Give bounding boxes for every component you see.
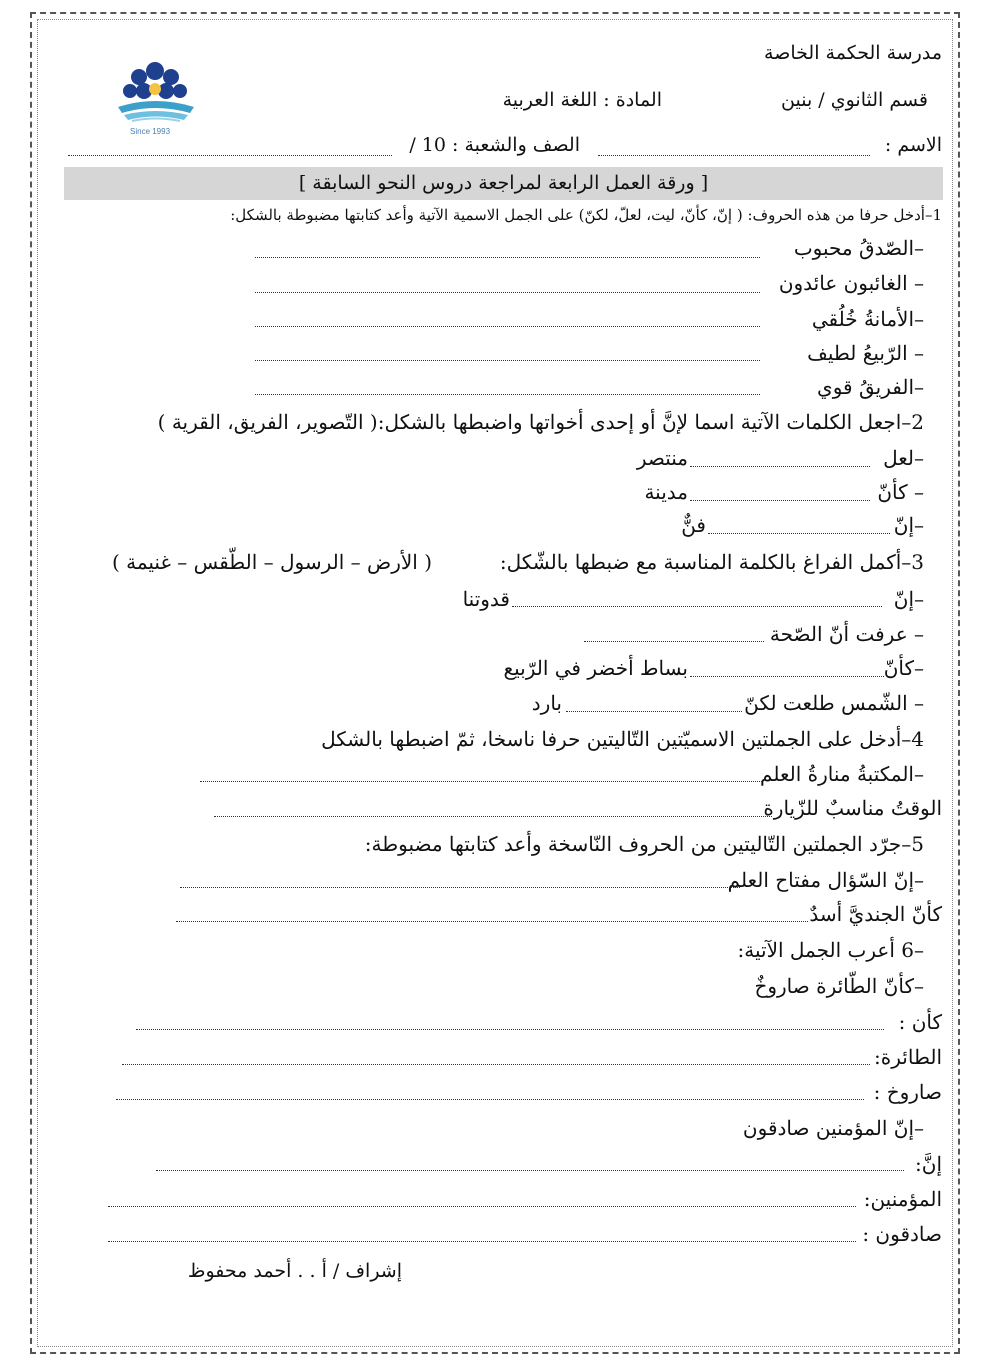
q6-s2-answer-line-2[interactable] — [108, 1206, 856, 1207]
q3-item-1-tail: قدوتنا — [462, 587, 510, 611]
q2-item-3-lead: –إنّ — [893, 513, 924, 537]
q5-prompt: 5–جرّد الجملتين التّاليتين من الحروف النّاسخة وأعد كتابتها مضبوطة: — [364, 832, 924, 856]
q2-item-1-tail: منتصر — [636, 446, 688, 470]
q3-prompt: 3–أكمل الفراغ بالكلمة المناسبة مع ضبطها بالشّكل: — [499, 550, 924, 574]
q5-answer-line-2[interactable] — [176, 921, 808, 922]
q6-s1-answer-line-1[interactable] — [136, 1029, 884, 1030]
q4-item-2: الوقتُ مناسبٌ للزّيارة — [763, 796, 942, 820]
q3-item-3-lead: –كأنّ — [883, 656, 924, 680]
q4-answer-line-1[interactable] — [200, 781, 762, 782]
section-label: قسم الثانوي / بنين — [781, 89, 928, 111]
q1-answer-line-2[interactable] — [255, 292, 760, 293]
q2-item-3-tail: فنٌّ — [681, 513, 706, 537]
name-answer-line[interactable] — [598, 155, 870, 156]
school-name: مدرسة الحكمة الخاصة — [764, 42, 942, 64]
school-logo-icon — [104, 55, 206, 137]
q6-s1-word-2: الطائرة: — [874, 1045, 942, 1069]
q1-answer-line-4[interactable] — [255, 360, 760, 361]
q1-item-3: –الأمانةُ خُلُقي — [811, 307, 924, 331]
class-answer-line[interactable] — [68, 155, 392, 156]
q6-s2-word-3: صادقون : — [862, 1222, 942, 1246]
q2-item-2-tail: مدينة — [644, 480, 688, 504]
q6-prompt: –6 أعرب الجمل الآتية: — [737, 938, 924, 962]
q6-sentence-1: –كأنّ الطّائرة صاروخٌ — [754, 974, 924, 998]
q3-choices: ( الأرض – الرسول – الطّقس – غنيمة ) — [111, 550, 432, 574]
q3-answer-line-1[interactable] — [512, 606, 882, 607]
q6-s2-word-1: إنَّ: — [915, 1152, 942, 1176]
q2-answer-line-2[interactable] — [690, 500, 870, 501]
q4-item-1: –المكتبةُ منارةُ العلم — [760, 762, 924, 786]
q1-answer-line-3[interactable] — [255, 326, 760, 327]
q4-answer-line-2[interactable] — [214, 816, 772, 817]
q6-s1-word-3: صاروخ : — [873, 1080, 942, 1104]
q3-item-1-lead: –إنّ — [893, 587, 924, 611]
q3-answer-line-3[interactable] — [690, 676, 884, 677]
q1-answer-line-1[interactable] — [255, 257, 760, 258]
q2-prompt: 2–اجعل الكلمات الآتية اسما لإنَّ أو إحدى أخواتها واضبطها بالشكل:( التّصوير، الفريق، القرية ) — [157, 410, 924, 434]
q1-item-2: – الغائبون عائدون — [778, 271, 924, 295]
q2-answer-line-3[interactable] — [708, 533, 890, 534]
q3-item-4-lead: – الشّمس طلعت لكنّ — [744, 691, 924, 715]
q6-s2-answer-line-3[interactable] — [108, 1241, 856, 1242]
q2-item-2-lead: – كأنّ — [877, 480, 924, 504]
q6-s1-word-1: كأن : — [898, 1010, 942, 1034]
class-label: الصف والشعبة : 10 / — [409, 134, 580, 156]
q2-item-1-lead: –لعل — [883, 446, 924, 470]
q5-item-2: كأنّ الجنديَّ أسدٌ — [809, 902, 942, 926]
worksheet-title: [ ورقة العمل الرابعة لمراجعة دروس النحو السابقة ] — [64, 167, 943, 200]
q1-item-4: – الرّبيعُ لطيف — [807, 341, 924, 365]
q2-answer-line-1[interactable] — [690, 466, 870, 467]
supervisor-signature: إشراف / أ . . أحمد محفوظ — [187, 1260, 402, 1282]
logo-since-text: Since 1993 — [130, 127, 171, 136]
q3-item-4-tail: بارد — [531, 691, 562, 715]
q4-prompt: 4–أدخل على الجملتين الاسميّتين التّاليتين حرفا ناسخا، ثمّ اضبطها بالشكل — [321, 727, 924, 751]
q6-s2-answer-line-1[interactable] — [156, 1170, 904, 1171]
q3-item-3-tail: بساط أخضر في الرّبيع — [503, 656, 688, 680]
q6-sentence-2: –إنّ المؤمنين صادقون — [742, 1116, 924, 1140]
q1-answer-line-5[interactable] — [255, 394, 760, 395]
q1-item-1: –الصّدقُ محبوب — [793, 236, 924, 260]
q6-s1-answer-line-2[interactable] — [122, 1064, 870, 1065]
q5-answer-line-1[interactable] — [180, 887, 740, 888]
subject-label: المادة : اللغة العربية — [502, 89, 662, 111]
q1-item-5: –الفريقُ قوي — [817, 375, 924, 399]
q3-answer-line-4[interactable] — [566, 711, 742, 712]
q3-answer-line-2[interactable] — [584, 641, 764, 642]
q6-s2-word-2: المؤمنين: — [863, 1187, 942, 1211]
q5-item-1: –إنّ السّؤال مفتاح العلم — [727, 868, 924, 892]
name-label: الاسم : — [884, 134, 942, 156]
q3-item-2-lead: – عرفت أنّ الصّحة — [769, 622, 924, 646]
q1-prompt: 1–أدخل حرفا من هذه الحروف: ( إنّ، كأنّ، ليت، لعلّ، لكنّ) على الجمل الاسمية الآتية وأعد كتابتها مضبوطة بالشكل: — [230, 206, 942, 224]
q6-s1-answer-line-3[interactable] — [116, 1099, 864, 1100]
